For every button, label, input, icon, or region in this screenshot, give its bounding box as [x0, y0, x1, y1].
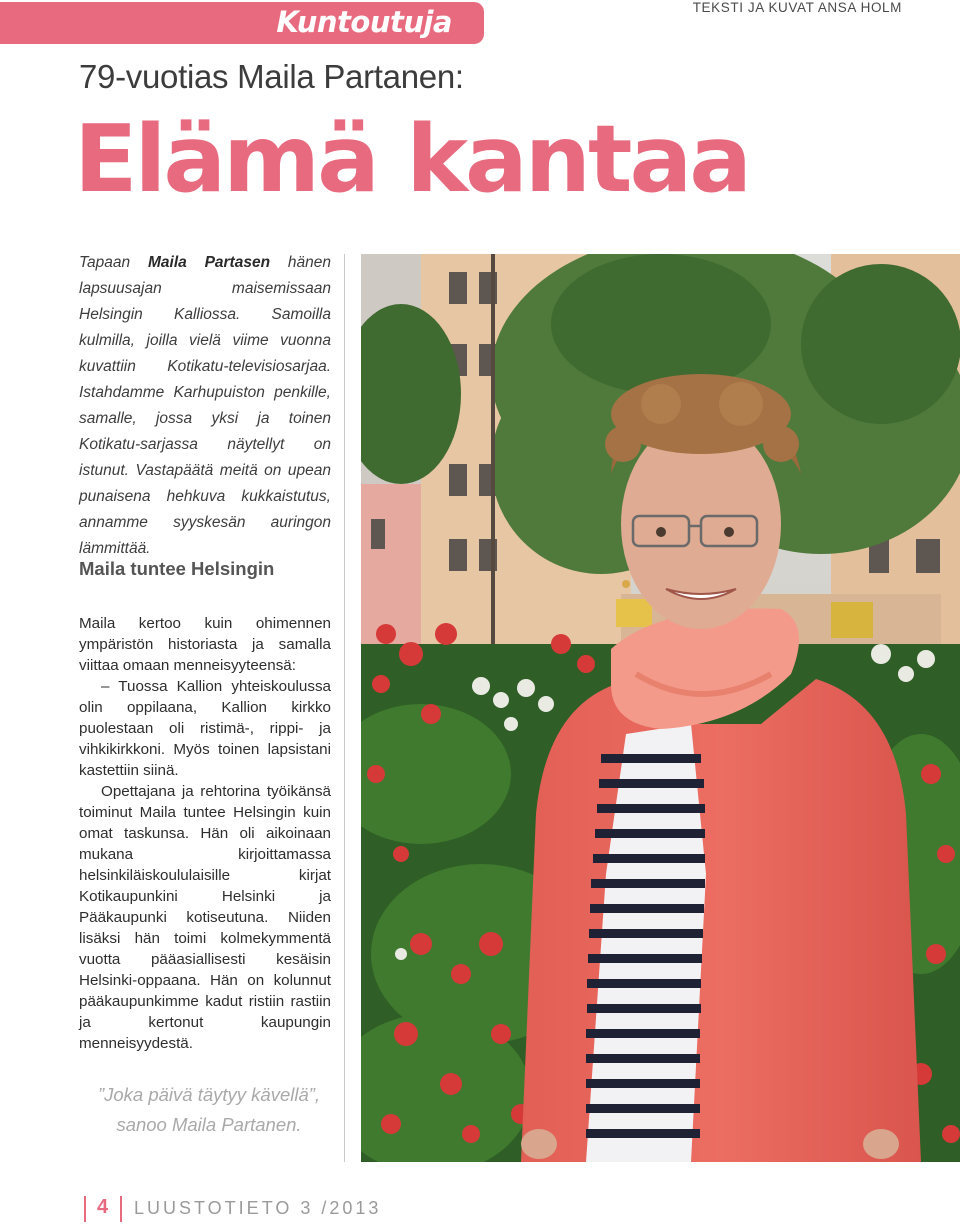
- lead-prefix: Tapaan: [79, 254, 131, 271]
- magazine-issue: LUUSTOTIETO 3 /2013: [134, 1198, 382, 1218]
- pull-quote: [79, 1080, 339, 1140]
- footer-divider: [84, 1196, 86, 1222]
- portrait-photo: [361, 254, 960, 1162]
- footer-divider: [120, 1196, 122, 1222]
- photo-credits: TEKSTI JA KUVAT ANSA HOLM: [692, 0, 902, 15]
- pull-quote-line-1: ”Joka päivä täytyy kävellä”,: [97, 1084, 321, 1105]
- article-headline: Elämä kantaa: [74, 105, 749, 213]
- lead-paragraph: [79, 250, 331, 562]
- body-paragraph: Opettajana ja rehtorina työikänsä toiminut Maila tuntee Helsingin kuin omat taskunsa. Hän oli aikoinaan mukana kirjoittamassa helsinkiläiskoululaisille kirjat Kotikaupunkini Helsinki ja Pääkaupunki kotiseutuna. Niiden lisäksi hän toimi kolmekymmentä vuotta pääasiallisesti kesäisin Helsinki-oppaana. Hän on kolunnut pääkaupunkimme kadut ristiin rastiin ja kertonut kaupungin menneisyydestä.: [79, 783, 331, 1052]
- subhead: Maila tuntee Helsingin: [79, 558, 275, 579]
- pull-quote-line-2: sanoo Maila Partanen.: [116, 1114, 302, 1135]
- section-label: Kuntoutuja: [276, 5, 452, 39]
- article-body: [79, 613, 331, 1054]
- page-number: 4: [97, 1196, 109, 1218]
- column-divider: [344, 254, 345, 1162]
- section-tab: [0, 2, 484, 44]
- body-paragraph: Maila kertoo kuin ohimennen ympäristön historiasta ja samalla viittaa omaan menneisyyteensä:: [79, 615, 331, 674]
- lead-name: Maila Partasen: [147, 254, 271, 271]
- lead-rest: hänen lapsuusajan maisemissaan Helsingin Kalliossa. Samoilla kulmilla, joilla vielä viime vuonna kuvattiin Kotikatu-televisiosarjaa. Istahdamme Karhupuiston penkille, samalle, jossa yksi ja toinen Kotikatu-sarjassa näytellyt on istunut. Vastapäätä meitä on upean punaisena hehkuva kukkaistutus, annamme syyskesän auringon lämmittää.: [79, 254, 331, 557]
- article-kicker: 79-vuotias Maila Partanen:: [79, 58, 464, 95]
- body-paragraph: – Tuossa Kallion yhteiskoulussa olin oppilaana, Kallion kirkko puolestaan oli ristimä-, rippi- ja vihkikirkkoni. Myös toinen lapsistani kastettiin siinä.: [79, 678, 331, 779]
